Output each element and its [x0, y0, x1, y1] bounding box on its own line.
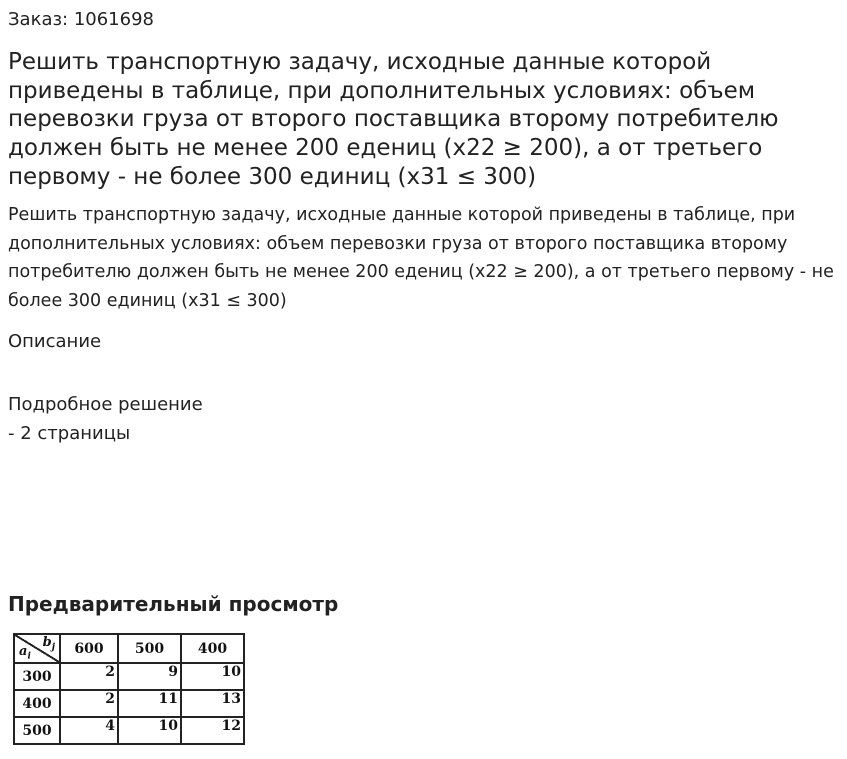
cost-cell: 10 [118, 717, 181, 744]
supply-cell: 400 [14, 690, 60, 717]
demand-symbol: $b_j$ [42, 635, 55, 653]
preview-table-image [13, 633, 245, 745]
table-row [14, 690, 244, 717]
page-title: Решить транспортную задачу, исходные данные которой приведены в таблице, при дополнительных условиях: объем перевозки груза от второго поставщика второму потребителю должен быть не менее 200 едениц (x22 ≥ 200), а от третьего первому - не более 300 единиц (x31 ≤ 300) [8, 49, 779, 190]
cost-cell: 12 [181, 717, 244, 744]
demand-cell: 400 [181, 634, 244, 663]
demand-cell: 500 [118, 634, 181, 663]
cost-cell: 13 [181, 690, 244, 717]
supply-cell: 300 [14, 663, 60, 690]
cost-cell: 10 [181, 663, 244, 690]
table-row [14, 717, 244, 744]
supply-cell: 500 [14, 717, 60, 744]
cost-cell: 9 [118, 663, 181, 690]
description-heading: Описание [8, 331, 102, 352]
cost-cell: 2 [60, 663, 118, 690]
preview-heading: Предварительный просмотр [8, 592, 339, 616]
order-number: Заказ: 1061698 [8, 9, 154, 30]
supply-symbol: $a_i$ [19, 644, 31, 662]
demand-cell: 600 [60, 634, 118, 663]
cost-cell: 2 [60, 690, 118, 717]
table-corner-cell [14, 634, 60, 663]
table-header-row [14, 634, 244, 663]
task-description: Решить транспортную задачу, исходные данные которой приведены в таблице, при дополнительных условиях: объем перевозки груза от второго поставщика второму потребителю должен быть не менее 200 едениц (x22 ≥ 200), а от третьего первому - не более 300 единиц (x31 ≤ 300) [8, 205, 834, 311]
page-count-label: - 2 страницы [8, 423, 131, 444]
detail-solution-label: Подробное решение [8, 394, 203, 415]
cost-cell: 11 [118, 690, 181, 717]
cost-cell: 4 [60, 717, 118, 744]
table-row [14, 663, 244, 690]
